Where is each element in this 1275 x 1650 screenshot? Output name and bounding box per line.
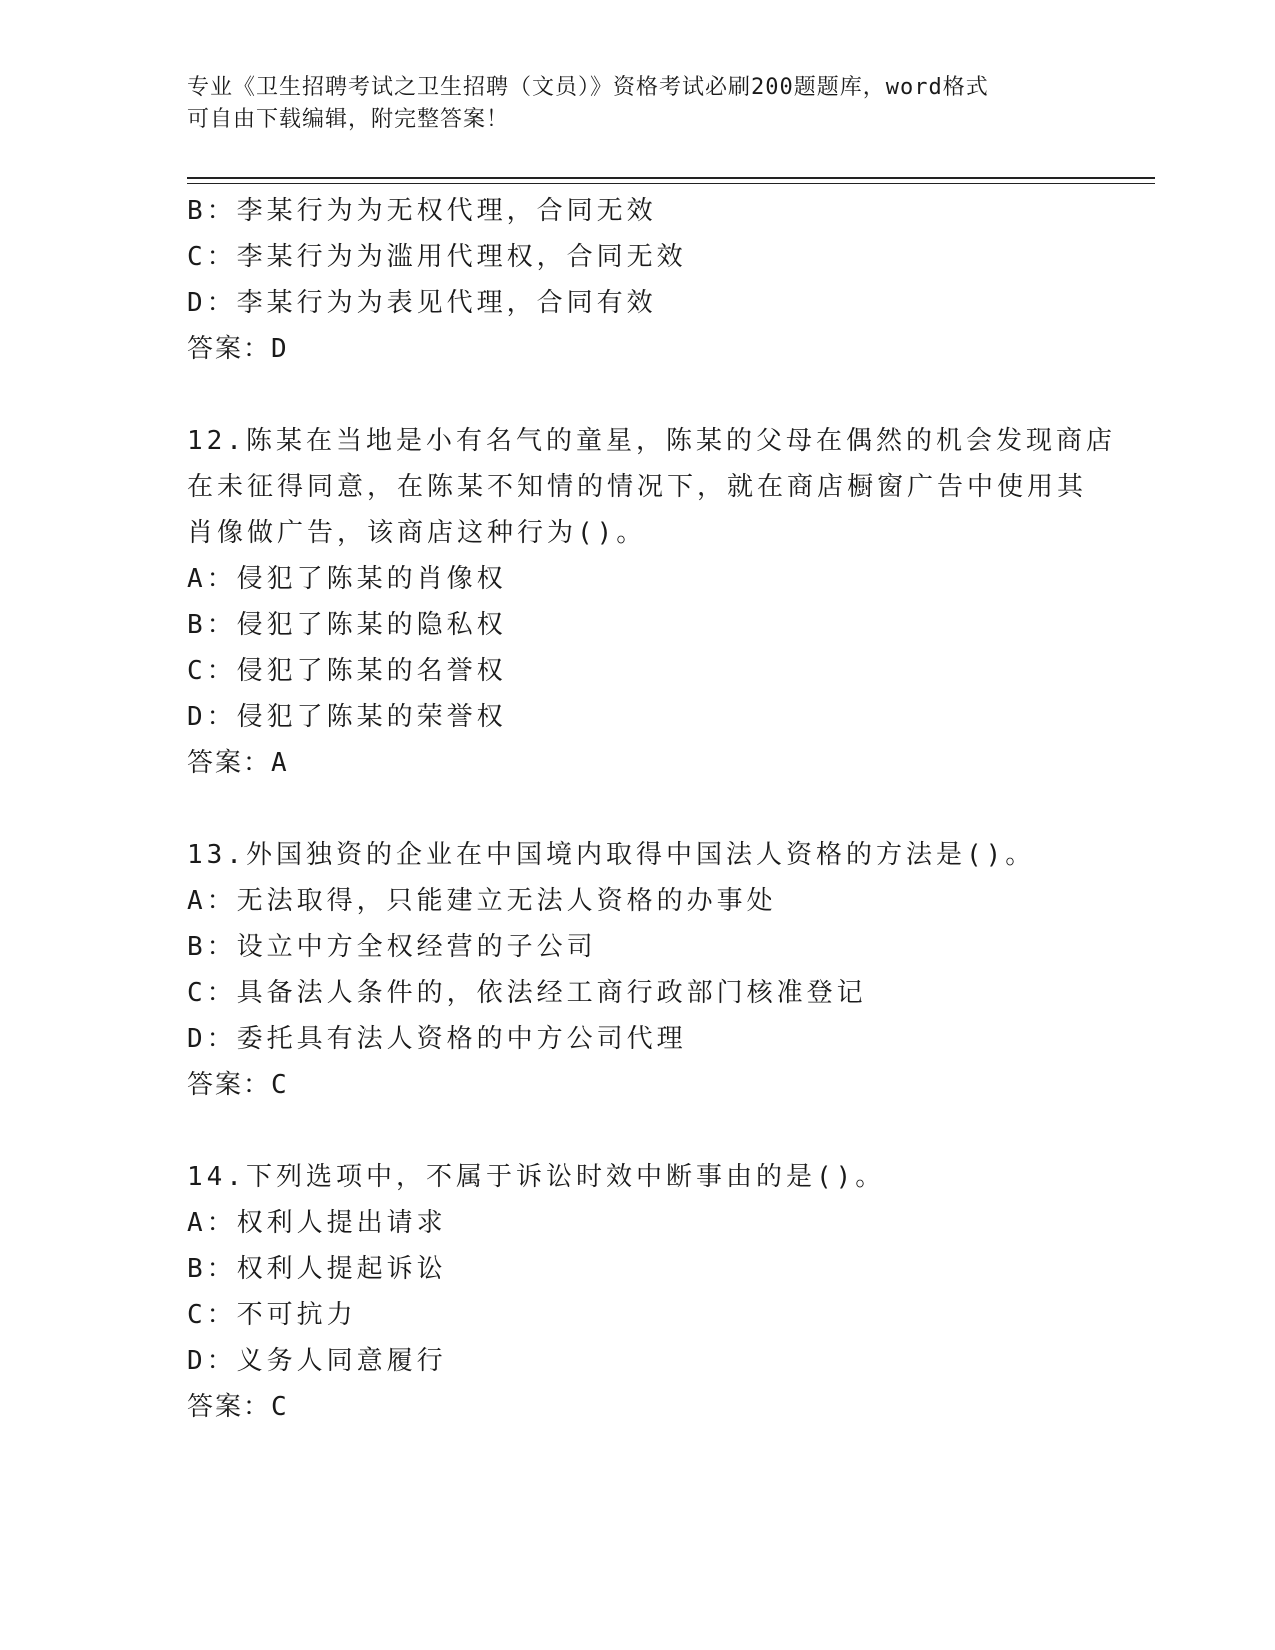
spacer bbox=[187, 786, 1087, 832]
spacer bbox=[187, 372, 1087, 418]
answer-line: 答案：C bbox=[187, 1392, 289, 1422]
header-divider-thick bbox=[187, 177, 1155, 179]
question-text-line-1: 13.外国独资的企业在中国境内取得中国法人资格的方法是()。 bbox=[187, 840, 1036, 870]
question-text-line-2: 在未征得同意，在陈某不知情的情况下，就在商店橱窗广告中使用其 bbox=[187, 472, 1088, 502]
option-d: D：委托具有法人资格的中方公司代理 bbox=[187, 1024, 687, 1054]
option-c: C：侵犯了陈某的名誉权 bbox=[187, 656, 507, 686]
option-b: B：李某行为为无权代理，合同无效 bbox=[187, 196, 657, 226]
question-block-11 bbox=[187, 188, 1087, 372]
question-text-line-1: 12.陈某在当地是小有名气的童星，陈某的父母在偶然的机会发现商店 bbox=[187, 426, 1116, 456]
option-c: C：具备法人条件的，依法经工商行政部门核准登记 bbox=[187, 978, 867, 1008]
option-a: A：无法取得，只能建立无法人资格的办事处 bbox=[187, 886, 777, 916]
header-line-2: 可自由下载编辑，附完整答案！ bbox=[187, 107, 510, 132]
option-d: D：义务人同意履行 bbox=[187, 1346, 447, 1376]
question-block-12 bbox=[187, 418, 1116, 786]
spacer bbox=[187, 1108, 1087, 1154]
answer-line: 答案：D bbox=[187, 334, 289, 364]
option-d: D：侵犯了陈某的荣誉权 bbox=[187, 702, 507, 732]
header-divider-thin bbox=[187, 183, 1155, 184]
option-b: B：设立中方全权经营的子公司 bbox=[187, 932, 597, 962]
document-header bbox=[187, 72, 1087, 136]
option-b: B：权利人提起诉讼 bbox=[187, 1254, 447, 1284]
option-d: D：李某行为为表见代理，合同有效 bbox=[187, 288, 657, 318]
option-c: C：李某行为为滥用代理权，合同无效 bbox=[187, 242, 687, 272]
question-block-14 bbox=[187, 1154, 1087, 1430]
header-line-1: 专业《卫生招聘考试之卫生招聘（文员）》资格考试必刷200题题库，word格式 bbox=[187, 75, 989, 100]
option-a: A：侵犯了陈某的肖像权 bbox=[187, 564, 507, 594]
question-block-13 bbox=[187, 832, 1087, 1108]
option-a: A：权利人提出请求 bbox=[187, 1208, 447, 1238]
option-b: B：侵犯了陈某的隐私权 bbox=[187, 610, 507, 640]
answer-line: 答案：A bbox=[187, 748, 289, 778]
question-text-line-3: 肖像做广告，该商店这种行为()。 bbox=[187, 518, 647, 548]
answer-line: 答案：C bbox=[187, 1070, 289, 1100]
question-text-line-1: 14.下列选项中，不属于诉讼时效中断事由的是()。 bbox=[187, 1162, 886, 1192]
option-c: C：不可抗力 bbox=[187, 1300, 357, 1330]
question-list bbox=[187, 188, 1116, 1430]
